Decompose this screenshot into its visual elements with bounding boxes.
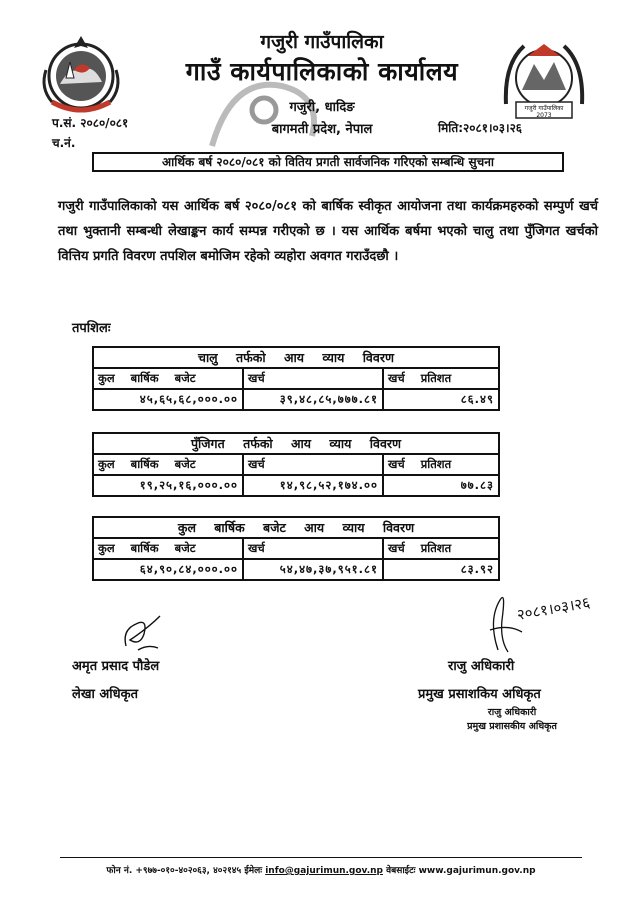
- footer-email-label: ईमेलः: [244, 866, 263, 876]
- expense-value: ५४,४७,३७,९५१.८१: [243, 559, 383, 580]
- col-expense-label: खर्च: [243, 368, 383, 389]
- notice-title: आर्थिक बर्ष २०८०/०८१ को वितिय प्रगती सार्वजनिक गरिएको सम्बन्धि सुचना: [92, 152, 564, 172]
- percent-value: ७७.८३: [383, 475, 499, 496]
- municipality-name: गजुरी गाउँपालिका: [260, 31, 384, 53]
- total-expense-table: [92, 516, 500, 581]
- percent-value: ८६.४९: [383, 389, 499, 410]
- budget-value: ४५,६५,६८,०००.००: [93, 389, 243, 410]
- office-province: बागमती प्रदेश, नेपाल: [271, 122, 373, 137]
- svg-text:2073: 2073: [536, 112, 552, 119]
- footer-phone: फोन नं. +९७७-०१०-४०२०६३, ४०२१४५: [106, 866, 242, 876]
- capital-expense-table: [92, 432, 500, 497]
- fiscal-reference: प.सं. २०८०/०८१: [52, 116, 129, 130]
- budget-value: १९,२५,१६,०००.००: [93, 475, 243, 496]
- col-budget-label: कुल बार्षिक बजेट: [93, 454, 243, 475]
- col-expense-label: खर्च: [243, 538, 383, 559]
- office-name: गाउँ कार्यपालिकाको कार्यालय: [185, 57, 459, 86]
- expense-value: १४,९८,५२,१७४.००: [243, 475, 383, 496]
- stamp-post: प्रमुख प्रशासकीय अधिकृत: [467, 721, 557, 732]
- expense-value: ३९,४८,८५,७७७.८१: [243, 389, 383, 410]
- footer-contact: [60, 863, 582, 876]
- signature-accountant-icon: [118, 610, 168, 654]
- details-label: तपशिलः: [72, 321, 111, 336]
- current-expense-table: [92, 346, 500, 411]
- budget-value: ६४,९०,८४,०००.००: [93, 559, 243, 580]
- office-location: गजुरी, धादिङ: [289, 100, 355, 115]
- col-percent-label: खर्च प्रतिशत: [383, 368, 499, 389]
- table-heading: चालु तर्फको आय व्याय विवरण: [93, 347, 499, 368]
- col-budget-label: कुल बार्षिक बजेट: [93, 368, 243, 389]
- notice-body: गजुरी गाउँपालिकाको यस आर्थिक बर्ष २०८०/०८१ को बार्षिक स्वीकृत आयोजना तथा कार्यक्रमहरुको सम्पुर्ण खर्च तथा भुक्तानी सम्बन्धी लेखाङ्कन कार्य सम्पन्न गरीएको छ । यस आर्थिक बर्षमा भएको चालु तथा पुँजिगत खर्चको वित्तिय प्रगति विवरण तपशिल बमोजिम रहेको व्यहोरा अवगत गराउँदछौ ।: [58, 199, 598, 264]
- signature-officer-icon: [478, 580, 608, 660]
- officer-stamp: [452, 706, 572, 734]
- col-percent-label: खर्च प्रतिशत: [383, 538, 499, 559]
- footer-email-link[interactable]: info@gajurimun.gov.np: [265, 866, 383, 876]
- footer-website-label: वेबसाईटः: [386, 866, 416, 876]
- col-percent-label: खर्च प्रतिशत: [383, 454, 499, 475]
- accountant-post: लेखा अधिकृत: [72, 687, 139, 702]
- officer-post: प्रमुख प्रसाशकिय अधिकृत: [418, 687, 541, 702]
- handwritten-date: २०८१।०३।२६: [515, 593, 592, 624]
- svg-text:गजुरी गाउँपालिका: गजुरी गाउँपालिका: [524, 105, 564, 112]
- col-budget-label: कुल बार्षिक बजेट: [93, 538, 243, 559]
- accountant-name: अमृत प्रसाद पौडेल: [72, 659, 160, 674]
- dispatch-number: च.नं.: [52, 136, 76, 150]
- col-expense-label: खर्च: [243, 454, 383, 475]
- footer-website-link[interactable]: www.gajurimun.gov.np: [418, 866, 536, 876]
- officer-name: राजु अधिकारी: [448, 659, 515, 674]
- table-heading: कुल बार्षिक बजेट आय व्याय विवरण: [93, 517, 499, 538]
- letter-date: मिति:२०८१।०३।२६: [438, 121, 523, 135]
- percent-value: ८३.९२: [383, 559, 499, 580]
- table-heading: पुँजिगत तर्फको आय व्याय विवरण: [93, 433, 499, 454]
- stamp-name: राजु अधिकारी: [487, 707, 537, 718]
- footer-divider: [60, 857, 582, 858]
